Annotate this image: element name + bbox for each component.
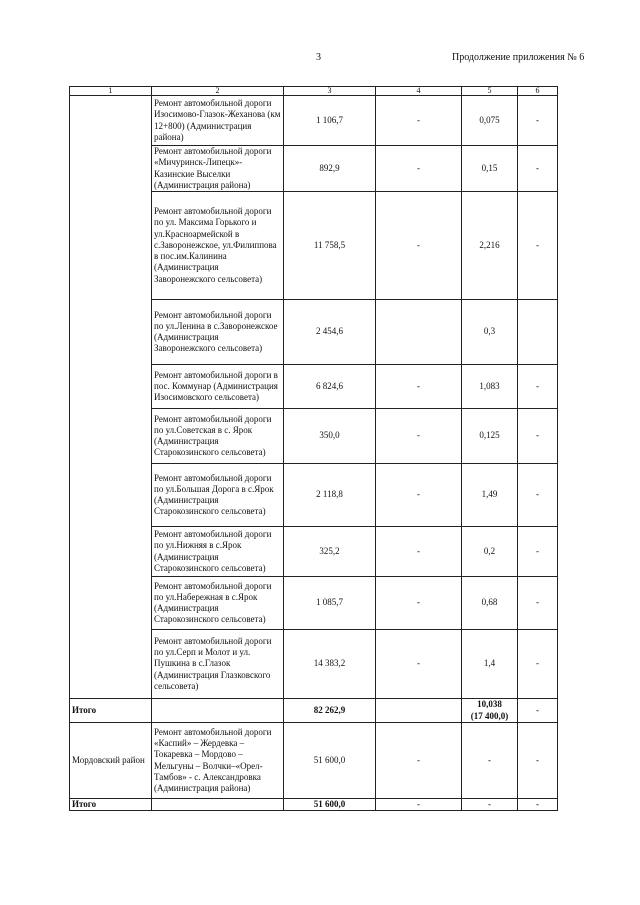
col6-cell: -	[518, 409, 558, 464]
col6-cell: -	[518, 96, 558, 146]
length-cell: 1,083	[462, 365, 518, 409]
district-cell: Мордовский район	[70, 723, 152, 799]
amount-cell: 2 454,6	[284, 300, 376, 365]
work-description: Ремонт автомобильной дороги по ул.Набережная в с.Ярок (Администрация Старокозинского сельсовета)	[152, 577, 284, 630]
col4-cell: -	[376, 464, 462, 527]
amount-cell: 350,0	[284, 409, 376, 464]
col6-cell: -	[518, 146, 558, 192]
col4-cell: -	[376, 365, 462, 409]
col6-cell: -	[518, 365, 558, 409]
work-description: Ремонт автомобильной дороги по ул. Максима Горького и ул.Красноармейской в с.Заворонежское, ул.Филиппова в пос.им.Калинина (Администрация Заворонежского сельсовета)	[152, 192, 284, 300]
header-cell-4: 4	[376, 87, 462, 96]
work-description: Ремонт автомобильной дороги по ул.Советская в с. Ярок (Администрация Старокозинского сельсовета)	[152, 409, 284, 464]
total-col6: -	[518, 699, 558, 723]
total-col6: -	[518, 799, 558, 811]
work-description: Ремонт автомобильной дороги по ул.Ленина в с.Заворонежское (Администрация Заворонежского сельсовета)	[152, 300, 284, 365]
total-label: Итого	[70, 699, 152, 723]
header-cell-5: 5	[462, 87, 518, 96]
length-cell: 0,125	[462, 409, 518, 464]
header-cell-3: 3	[284, 87, 376, 96]
col4-cell: -	[376, 527, 462, 577]
table-row	[70, 96, 558, 146]
total-length	[462, 699, 518, 723]
total-length: -	[462, 799, 518, 811]
work-description: Ремонт автомобильной дороги «Каспий» – Жердевка – Токаревка – Мордово – Мельгуны – Волчки–«Орел-Тамбов» - с. Александровка (Администрация района)	[152, 723, 284, 799]
col6-cell	[518, 300, 558, 365]
col4-cell: -	[376, 723, 462, 799]
page-number: 3	[316, 52, 321, 63]
col4-cell: -	[376, 146, 462, 192]
work-description: Ремонт автомобильной дороги по ул.Серп и Молот и ул. Пушкина в с.Глазок (Администрация Глазковского сельсовета)	[152, 630, 284, 699]
total-amount: 82 262,9	[284, 699, 376, 723]
amount-cell: 11 758,5	[284, 192, 376, 300]
length-cell: 0,3	[462, 300, 518, 365]
total-col4: -	[376, 799, 462, 811]
work-description: Ремонт автомобильной дороги по ул.Нижняя в с.Ярок (Администрация Старокозинского сельсовета)	[152, 527, 284, 577]
header-cell-6: 6	[518, 87, 558, 96]
amount-cell: 51 600,0	[284, 723, 376, 799]
amount-cell: 1 106,7	[284, 96, 376, 146]
length-cell: 0,2	[462, 527, 518, 577]
length-cell: 2,216	[462, 192, 518, 300]
header-cell-1: 1	[70, 87, 152, 96]
col4-cell: -	[376, 409, 462, 464]
amount-cell: 1 085,7	[284, 577, 376, 630]
amount-cell: 325,2	[284, 527, 376, 577]
col6-cell: -	[518, 723, 558, 799]
col6-cell: -	[518, 192, 558, 300]
amount-cell: 14 383,2	[284, 630, 376, 699]
col4-cell: -	[376, 192, 462, 300]
length-cell: 1,4	[462, 630, 518, 699]
col6-cell: -	[518, 577, 558, 630]
total-label: Итого	[70, 799, 152, 811]
col6-cell: -	[518, 630, 558, 699]
total-length-note: (17 400,0)	[470, 710, 509, 721]
col4-cell: -	[376, 577, 462, 630]
amount-cell: 6 824,6	[284, 365, 376, 409]
total-col4	[376, 699, 462, 723]
district-cell	[70, 96, 152, 699]
header-cell-2: 2	[152, 87, 284, 96]
total-row	[70, 699, 558, 723]
road-repair-table	[69, 86, 558, 811]
amount-cell: 2 118,8	[284, 464, 376, 527]
col4-cell: -	[376, 630, 462, 699]
col6-cell: -	[518, 527, 558, 577]
col4-cell	[376, 300, 462, 365]
total-row	[70, 799, 558, 811]
total-empty-cell	[152, 699, 284, 723]
header-row	[70, 87, 558, 96]
work-description: Ремонт автомобильной дороги в пос. Коммунар (Администрация Изосимовского сельсовета)	[152, 365, 284, 409]
col6-cell: -	[518, 464, 558, 527]
work-description: Ремонт автомобильной дороги Изосимово-Глазок-Жеханова (км 12+800) (Администрация района)	[152, 96, 284, 146]
total-amount: 51 600,0	[284, 799, 376, 811]
continuation-note: Продолжение приложения № 6	[452, 52, 585, 63]
amount-cell: 892,9	[284, 146, 376, 192]
total-empty-cell	[152, 799, 284, 811]
length-cell: 0,15	[462, 146, 518, 192]
table-row	[70, 723, 558, 799]
col4-cell: -	[376, 96, 462, 146]
length-cell: 1,49	[462, 464, 518, 527]
length-cell: -	[462, 723, 518, 799]
work-description: Ремонт автомобильной дороги «Мичуринск-Липецк»-Казинские Выселки (Администрация района)	[152, 146, 284, 192]
length-cell: 0,075	[462, 96, 518, 146]
length-cell: 0,68	[462, 577, 518, 630]
total-length-value: 10,038	[477, 699, 502, 710]
work-description: Ремонт автомобильной дороги по ул.Большая Дорога в с.Ярок (Администрация Старокозинского сельсовета)	[152, 464, 284, 527]
